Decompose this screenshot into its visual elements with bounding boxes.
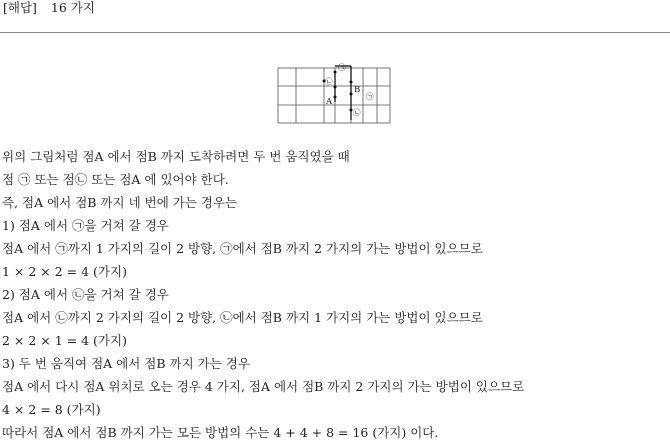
case-3-result: 4 × 2 = 8 (가지)	[2, 402, 101, 417]
label-circle-1-right: ㉠	[366, 92, 374, 101]
case-3-heading: 3) 두 번 움직여 점A 에서 점B 까지 가는 경우	[2, 356, 250, 371]
point-b-dot	[350, 81, 353, 84]
point-a-dot	[334, 96, 337, 99]
label-circle-1-top: ㉠	[338, 63, 346, 72]
body-line: 즉, 점A 에서 점B 까지 네 번에 가는 경우는	[2, 195, 238, 210]
body-line: 위의 그림처럼 점A 에서 점B 까지 도착하려면 두 번 움직였을 때	[2, 149, 350, 164]
case-2-heading: 2) 점A 에서 ㉡을 거쳐 갈 경우	[2, 287, 169, 302]
body-line: 점A 에서 다시 점A 위치로 오는 경우 4 가지, 점A 에서 점B 까지 2 가지의 가는 방법이 있으므로	[2, 379, 525, 394]
solution-header	[3, 0, 95, 16]
bridge-path	[335, 66, 351, 120]
case-1-result: 1 × 2 × 2 = 4 (가지)	[2, 264, 127, 279]
label-point-a: A	[326, 97, 333, 107]
grid-point	[350, 93, 353, 96]
body-line: 점A 에서 ㉠까지 1 가지의 길이 2 방향, ㉠에서 점B 까지 2 가지의 가는 방법이 있으므로	[2, 241, 483, 256]
label-circle-2-bottom: ㉡	[353, 108, 361, 117]
case-1-heading: 1) 점A 에서 ㉠을 거쳐 갈 경우	[2, 218, 169, 233]
answer-text: 16 가지	[50, 0, 95, 15]
solution-tag: [해답]	[3, 0, 37, 15]
grid-point	[334, 71, 337, 74]
final-conclusion: 따라서 점A 에서 점B 까지 가는 모든 방법의 수는 4 + 4 + 8 = 16 (가지) 이다.	[2, 425, 439, 440]
header-divider	[0, 32, 670, 33]
body-line: 점 ㉠ 또는 점㉡ 또는 점A 에 있어야 한다.	[2, 172, 229, 187]
case-2-result: 2 × 2 × 1 = 4 (가지)	[2, 333, 127, 348]
body-line: 점A 에서 ㉡까지 2 가지의 길이 2 방향, ㉡에서 점B 까지 1 가지의 가는 방법이 있으므로	[2, 310, 483, 325]
grid-point	[334, 86, 337, 89]
grid-figure	[277, 62, 393, 126]
label-circle-2-left: ㉡	[325, 77, 333, 86]
label-point-b: B	[354, 85, 361, 95]
